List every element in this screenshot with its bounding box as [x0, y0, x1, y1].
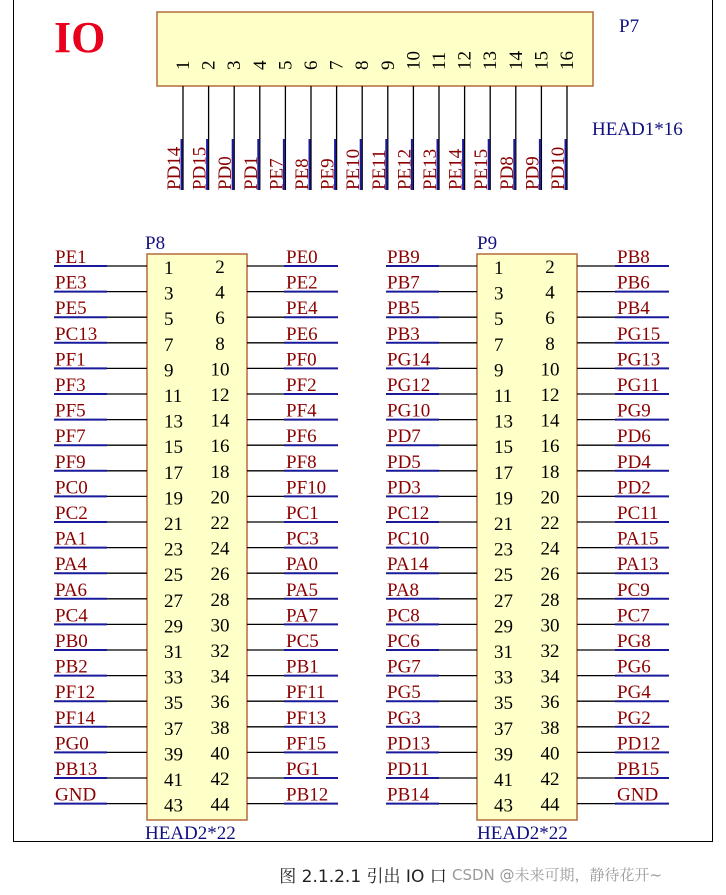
p9-right-signal: PG8	[617, 631, 651, 652]
p7-signal-label: PD1	[240, 156, 262, 190]
p9-right-signal: PD12	[617, 733, 661, 755]
p9-right-pin-number: 28	[540, 589, 560, 611]
p7-signal-label: PE11	[368, 149, 390, 190]
p8-left-signal: PE5	[55, 298, 87, 320]
p9-left-pin-number: 3	[494, 283, 504, 305]
p9-left-pin-number: 31	[494, 642, 513, 663]
p9-right-pin-number: 42	[540, 769, 560, 790]
p9-right-pin-number: 2	[545, 257, 555, 278]
p9-left-signal: PA8	[387, 579, 420, 601]
p9-left-pin-number: 9	[494, 360, 504, 382]
p8-left-pin-number: 1	[164, 258, 174, 279]
p8-left-signal: PC13	[55, 323, 98, 345]
p9-left-signal: PD11	[387, 759, 430, 780]
p8-left-pin-number: 33	[164, 667, 183, 689]
p9-right-pin-number: 34	[540, 666, 560, 688]
p9-left-signal: PB5	[387, 298, 420, 320]
p8-left-signal: PG0	[55, 733, 89, 755]
p9-left-pin-number: 41	[494, 770, 513, 791]
p9-designator: P9	[477, 233, 498, 254]
p8-right-pin-number: 6	[215, 308, 225, 330]
p7-body	[157, 12, 593, 86]
p9-left-signal: PC8	[387, 605, 420, 627]
p7-pin-number: 3	[224, 60, 246, 70]
p9-left-pin-number: 43	[494, 795, 513, 817]
p9-left-pin-number: 1	[494, 258, 504, 279]
p8-right-pin-number: 32	[210, 641, 230, 662]
p8-right-signal: PF15	[286, 733, 327, 755]
p9-left-pin-number: 11	[494, 386, 513, 407]
p9-right-signal: PA13	[617, 554, 659, 576]
p8-right-signal: PC3	[286, 528, 319, 550]
p8-left-pin-number: 19	[164, 488, 183, 510]
p8-left-pin-number: 35	[164, 693, 183, 715]
p9-right-pin-number: 26	[540, 564, 560, 586]
p9-right-pin-number: 22	[540, 513, 560, 534]
p8-designator: P8	[145, 233, 166, 254]
p8-right-signal: PC1	[286, 503, 319, 524]
p9-left-signal: PA14	[387, 554, 429, 576]
p9-left-pin-number: 33	[494, 667, 513, 689]
p7-pin-number: 15	[531, 51, 553, 70]
p8-left-pin-number: 7	[164, 334, 174, 356]
p8-left-pin-number: 13	[164, 411, 183, 433]
p8-left-pin-number: 9	[164, 360, 174, 382]
p9-right-pin-number: 10	[540, 359, 560, 381]
p8-left-pin-number: 11	[164, 386, 183, 407]
p7-pin-number: 12	[454, 51, 476, 70]
p8-left-pin-number: 3	[164, 283, 174, 305]
p9-left-signal: PG5	[387, 682, 421, 704]
p8-left-signal: PC4	[55, 605, 88, 627]
p7-signal-label: PE14	[445, 148, 467, 190]
p7-pin-number: 7	[326, 60, 348, 70]
p9-right-signal: PG13	[617, 349, 661, 371]
p8-left-signal: PB2	[55, 656, 88, 678]
p9-right-pin-number: 6	[545, 308, 555, 330]
p7-pin-number: 16	[557, 51, 578, 70]
p9-right-signal: PC9	[617, 579, 650, 601]
p9-left-signal: PD13	[387, 733, 431, 755]
p9-footprint: HEAD2*22	[477, 823, 568, 842]
p9-right-pin-number: 38	[540, 717, 560, 739]
p9-left-pin-number: 21	[494, 514, 513, 535]
p9-left-signal: PB14	[387, 784, 430, 806]
p9-left-pin-number: 29	[494, 616, 513, 638]
p8-left-signal: PF3	[55, 375, 86, 396]
p9-left-pin-number: 19	[494, 488, 513, 510]
p9-left-signal: PG7	[387, 656, 421, 678]
p9-left-signal: PG10	[387, 400, 431, 422]
p8-right-pin-number: 8	[215, 333, 225, 355]
p8-right-signal: PA5	[286, 579, 319, 601]
p9-right-signal: PG2	[617, 707, 651, 729]
p9-body	[477, 254, 577, 820]
p7-signal-label: PD15	[189, 146, 211, 190]
p9-right-pin-number: 24	[540, 538, 560, 560]
p8-left-pin-number: 37	[164, 718, 183, 740]
p7-signal-label: PE10	[343, 148, 365, 190]
p8-right-pin-number: 30	[210, 615, 230, 637]
p8-right-pin-number: 44	[210, 794, 230, 816]
p9-left-pin-number: 15	[494, 437, 513, 459]
p9-right-signal: PC11	[617, 503, 659, 524]
p9-right-signal: PB8	[617, 247, 650, 268]
p7-pin-number: 5	[275, 60, 297, 70]
p8-right-pin-number: 12	[210, 385, 230, 406]
p7-pin-number: 10	[403, 51, 425, 70]
p8-right-pin-number: 40	[210, 743, 230, 765]
p8-right-pin-number: 4	[215, 282, 225, 304]
connector-p8	[54, 233, 338, 842]
p8-right-pin-number: 14	[210, 410, 230, 432]
p8-left-signal: PB13	[55, 759, 98, 780]
p9-right-pin-number: 36	[540, 692, 560, 714]
p8-right-signal: PA7	[286, 605, 319, 627]
p8-right-signal: PB12	[286, 784, 329, 806]
p9-right-pin-number: 4	[545, 282, 555, 304]
p7-pin-number: 13	[480, 51, 502, 70]
p8-right-signal: PF0	[286, 349, 317, 371]
p7-pin-number: 9	[377, 60, 399, 70]
p9-left-signal: PG3	[387, 707, 421, 729]
p8-left-signal: PB0	[55, 631, 88, 652]
p8-right-pin-number: 10	[210, 359, 230, 381]
p7-pin-number: 11	[429, 51, 450, 70]
p9-left-pin-number: 5	[494, 309, 504, 331]
p8-left-signal: PF12	[55, 682, 96, 704]
p7-signal-label: PD0	[215, 156, 237, 190]
p9-left-pin-number: 35	[494, 693, 513, 715]
p8-right-signal: PF11	[286, 682, 326, 704]
p8-left-pin-number: 5	[164, 309, 174, 331]
p8-left-signal: GND	[55, 784, 97, 806]
p9-right-signal: PD4	[617, 451, 651, 473]
p8-right-signal: PF8	[286, 451, 317, 473]
p9-left-signal: PD3	[387, 477, 421, 499]
p7-signal-label: PE12	[394, 148, 416, 190]
schematic-frame	[13, 0, 713, 842]
p9-right-signal: PD6	[617, 426, 651, 448]
p8-right-pin-number: 36	[210, 692, 230, 714]
p9-right-pin-number: 20	[540, 487, 560, 509]
p8-left-signal: PC2	[55, 503, 88, 524]
p8-right-pin-number: 20	[210, 487, 230, 509]
p7-signal-label: PE13	[420, 148, 441, 190]
p7-pin-number: 4	[249, 60, 271, 70]
p8-right-signal: PB1	[286, 656, 319, 678]
watermark: CSDN @未来可期，静待花开~	[452, 866, 663, 884]
p8-right-signal: PF13	[286, 707, 327, 729]
p8-right-pin-number: 28	[210, 589, 230, 611]
p8-right-pin-number: 38	[210, 717, 230, 739]
p7-pin-number: 2	[198, 60, 220, 70]
p7-pin-number: 1	[173, 60, 194, 70]
p8-right-signal: PA0	[286, 554, 319, 576]
p9-right-signal: PG15	[617, 323, 661, 345]
p9-left-signal: PC6	[387, 631, 420, 652]
p7-pin-number: 6	[301, 60, 322, 70]
p8-right-pin-number: 16	[210, 436, 230, 458]
p8-right-signal: PC5	[286, 631, 319, 652]
p8-right-signal: PE4	[286, 298, 318, 320]
p7-pin-number: 14	[505, 51, 527, 70]
p8-left-signal: PF14	[55, 707, 96, 729]
p8-left-pin-number: 43	[164, 795, 183, 817]
p7-signal-label: PD14	[164, 146, 185, 190]
p9-right-signal: GND	[617, 784, 659, 806]
connector-p7	[157, 12, 683, 190]
p9-right-signal: PB4	[617, 298, 650, 320]
p8-left-signal: PA4	[55, 554, 88, 576]
p9-left-signal: PB7	[387, 272, 420, 294]
p9-left-pin-number: 39	[494, 744, 513, 766]
p8-right-signal: PF2	[286, 375, 317, 396]
p9-left-signal: PG12	[387, 375, 431, 396]
p9-left-pin-number: 7	[494, 334, 504, 356]
schematic-canvas	[14, 0, 714, 842]
p8-left-signal: PF5	[55, 400, 86, 422]
p7-signal-label: PE9	[317, 158, 339, 190]
p8-right-pin-number: 26	[210, 564, 230, 586]
p9-left-signal: PC10	[387, 528, 430, 550]
p7-signal-label: PE7	[266, 158, 288, 190]
p7-footprint: HEAD1*16	[592, 119, 683, 140]
p8-left-pin-number: 27	[164, 590, 183, 612]
p9-right-signal: PC7	[617, 605, 650, 627]
p9-left-signal: PB3	[387, 323, 420, 345]
p8-left-signal: PE3	[55, 272, 87, 294]
p8-body	[147, 254, 247, 820]
p7-designator: P7	[619, 16, 640, 37]
p9-left-signal: PC12	[387, 503, 430, 524]
sheet-title: IO	[54, 13, 106, 62]
p9-right-signal: PB6	[617, 272, 650, 294]
p8-right-pin-number: 22	[210, 513, 230, 534]
p7-signal-label: PD9	[522, 156, 544, 190]
p8-left-pin-number: 41	[164, 770, 183, 791]
p9-right-pin-number: 40	[540, 743, 560, 765]
p8-left-pin-number: 15	[164, 437, 183, 459]
p9-right-pin-number: 14	[540, 410, 560, 432]
p8-left-signal: PF7	[55, 426, 86, 448]
p8-left-signal: PE1	[55, 247, 87, 268]
p8-right-signal: PE0	[286, 247, 318, 268]
p8-right-signal: PE2	[286, 272, 318, 294]
connector-p9	[386, 233, 669, 842]
p9-right-pin-number: 16	[540, 436, 560, 458]
p9-right-signal: PG9	[617, 400, 651, 422]
p8-right-pin-number: 34	[210, 666, 230, 688]
p9-right-signal: PG4	[617, 682, 651, 704]
p9-left-pin-number: 17	[494, 462, 513, 484]
p9-right-signal: PA15	[617, 528, 659, 550]
p8-left-pin-number: 23	[164, 539, 183, 561]
p9-left-pin-number: 23	[494, 539, 513, 561]
p8-right-pin-number: 18	[210, 461, 230, 483]
p9-right-pin-number: 8	[545, 333, 555, 355]
p8-right-signal: PF10	[286, 477, 327, 499]
p8-left-pin-number: 31	[164, 642, 183, 663]
p9-right-pin-number: 18	[540, 461, 560, 483]
p9-right-pin-number: 44	[540, 794, 560, 816]
p9-left-signal: PD5	[387, 451, 421, 473]
p8-right-signal: PG1	[286, 759, 320, 780]
p9-right-signal: PG11	[617, 375, 660, 396]
p9-right-signal: PD2	[617, 477, 651, 499]
p8-right-signal: PE6	[286, 323, 318, 345]
p7-signal-label: PD10	[548, 146, 569, 190]
p7-signal-label: PE8	[292, 158, 313, 190]
p9-left-pin-number: 13	[494, 411, 513, 433]
p8-left-pin-number: 21	[164, 514, 183, 535]
p9-right-signal: PB15	[617, 759, 660, 780]
p9-right-pin-number: 32	[540, 641, 560, 662]
figure-caption-text: 图 2.1.2.1 引出 IO 口	[279, 867, 447, 887]
p8-right-pin-number: 42	[210, 769, 230, 790]
p9-right-pin-number: 12	[540, 385, 560, 406]
p9-left-pin-number: 37	[494, 718, 513, 740]
p9-left-pin-number: 25	[494, 565, 513, 587]
p9-right-pin-number: 30	[540, 615, 560, 637]
p9-left-signal: PD7	[387, 426, 421, 448]
p9-left-signal: PG14	[387, 349, 431, 371]
p9-left-pin-number: 27	[494, 590, 513, 612]
p8-left-signal: PA6	[55, 579, 88, 601]
p7-signal-label: PE15	[471, 148, 493, 190]
p9-right-signal: PG6	[617, 656, 651, 678]
p9-left-signal: PB9	[387, 247, 420, 268]
p8-left-pin-number: 17	[164, 462, 183, 484]
p8-left-pin-number: 25	[164, 565, 183, 587]
p8-right-pin-number: 2	[215, 257, 225, 278]
p8-right-pin-number: 24	[210, 538, 230, 560]
p8-left-signal: PF9	[55, 451, 86, 473]
p8-left-signal: PF1	[55, 349, 86, 371]
p8-left-pin-number: 39	[164, 744, 183, 766]
p8-footprint: HEAD2*22	[145, 823, 236, 842]
p7-signal-label: PD8	[496, 156, 518, 190]
p8-right-signal: PF6	[286, 426, 317, 448]
p8-left-signal: PC0	[55, 477, 88, 499]
p7-pin-number: 8	[352, 60, 374, 70]
p8-right-signal: PF4	[286, 400, 317, 422]
p8-left-signal: PA1	[55, 528, 88, 550]
p8-left-pin-number: 29	[164, 616, 183, 638]
